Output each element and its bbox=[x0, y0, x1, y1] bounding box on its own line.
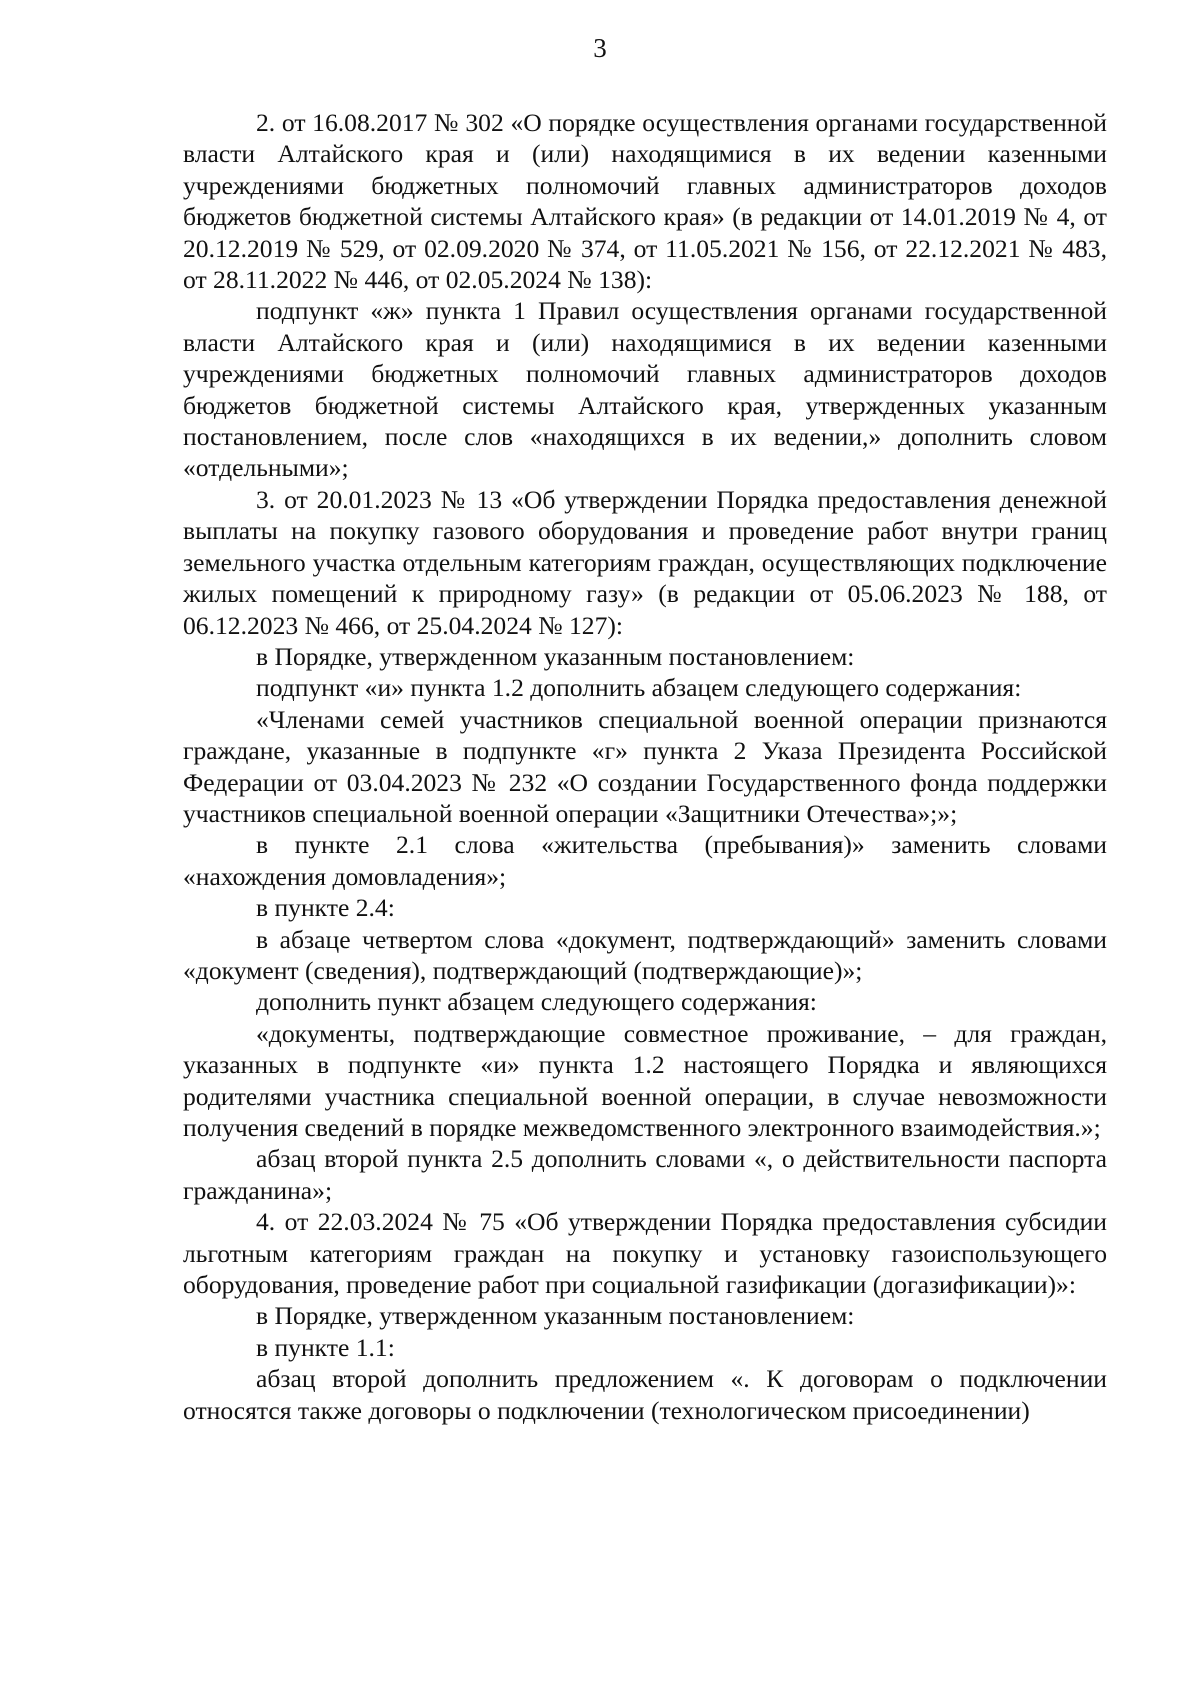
paragraph-second-abzac: абзац второй дополнить предложением «. К договорам о подключении относятся также договоры о подключении (технологическом присоединении) bbox=[183, 1364, 1107, 1425]
paragraph-add-abzac: дополнить пункт абзацем следующего содержания: bbox=[256, 987, 817, 1017]
paragraph-fourth-abzac: в абзаце четвертом слова «документ, подтверждающий» заменить словами «документ (сведения), подтверждающий (подтверждающие)»; bbox=[183, 924, 1107, 985]
paragraph-item-3-resolution-13: 3. от 20.01.2023 № 13 «Об утверждении Порядка предоставления денежной выплаты на покупку газового оборудования и проведение работ внутри границ земельного участка отдельным категориям граждан, осуществляющих подключение жилых помещений к природному газу» (в редакции от 05.06.2023 № 188, от 06.12.2023 № 466, от 25.04.2024 № 127): bbox=[183, 484, 1107, 640]
paragraph-point-1-1: в пункте 1.1: bbox=[256, 1332, 395, 1362]
paragraph-point-2-1: в пункте 2.1 слова «жительства (пребывания)» заменить словами «нахождения домовладения»; bbox=[183, 830, 1107, 891]
paragraph-point-2-5: абзац второй пункта 2.5 дополнить словами «, о действительности паспорта гражданина»; bbox=[183, 1144, 1107, 1205]
paragraph-subpoint-zh: подпункт «ж» пункта 1 Правил осуществления органами государственной власти Алтайского края и (или) находящимися в их ведении казенными учреждениями бюджетных полномочий главных администраторов доходов бюджетов бюджетной системы Алтайского края, утвержденных указанным постановлением, после слов «находящихся в их ведении,» дополнить словом «отдельными»; bbox=[183, 296, 1107, 483]
page-number: 3 bbox=[593, 33, 607, 63]
paragraph-item-4-resolution-75: 4. от 22.03.2024 № 75 «Об утверждении Порядка предоставления субсидии льготным категориям граждан на покупку и установку газоиспользующего оборудования, проведение работ при социальной газификации (догазификации)»: bbox=[183, 1207, 1107, 1300]
paragraph-cohabitation-docs: «документы, подтверждающие совместное проживание, – для граждан, указанных в подпункте «и» пункта 1.2 настоящего Порядка и являющихся родителями участника специальной военной операции, в случае невозможности получения сведений в порядке межведомственного электронного взаимодействия.»; bbox=[183, 1018, 1107, 1142]
paragraph-procedure-intro-2: в Порядке, утвержденном указанным постановлением: bbox=[256, 1301, 855, 1331]
paragraph-subpoint-i: подпункт «и» пункта 1.2 дополнить абзацем следующего содержания: bbox=[256, 673, 1022, 703]
document-body bbox=[183, 107, 1107, 1426]
paragraph-item-2-resolution-302: 2. от 16.08.2017 № 302 «О порядке осуществления органами государственной власти Алтайского края и (или) находящимися в их ведении казенными учреждениями бюджетных полномочий главных администраторов доходов бюджетов бюджетной системы Алтайского края» (в редакции от 14.01.2019 № 4, от 20.12.2019 № 529, от 02.09.2020 № 374, от 11.05.2021 № 156, от 22.12.2021 № 483, от 28.11.2022 № 446, от 02.05.2024 № 138): bbox=[183, 108, 1107, 295]
paragraph-procedure-intro: в Порядке, утвержденном указанным постановлением: bbox=[256, 641, 855, 671]
paragraph-family-members: «Членами семей участников специальной военной операции признаются граждане, указанные в подпункте «г» пункта 2 Указа Президента Российской Федерации от 03.04.2023 № 232 «О создании Государственного фонда поддержки участников специальной военной операции «Защитники Отечества»;»; bbox=[183, 704, 1107, 828]
paragraph-point-2-4: в пункте 2.4: bbox=[256, 893, 395, 923]
